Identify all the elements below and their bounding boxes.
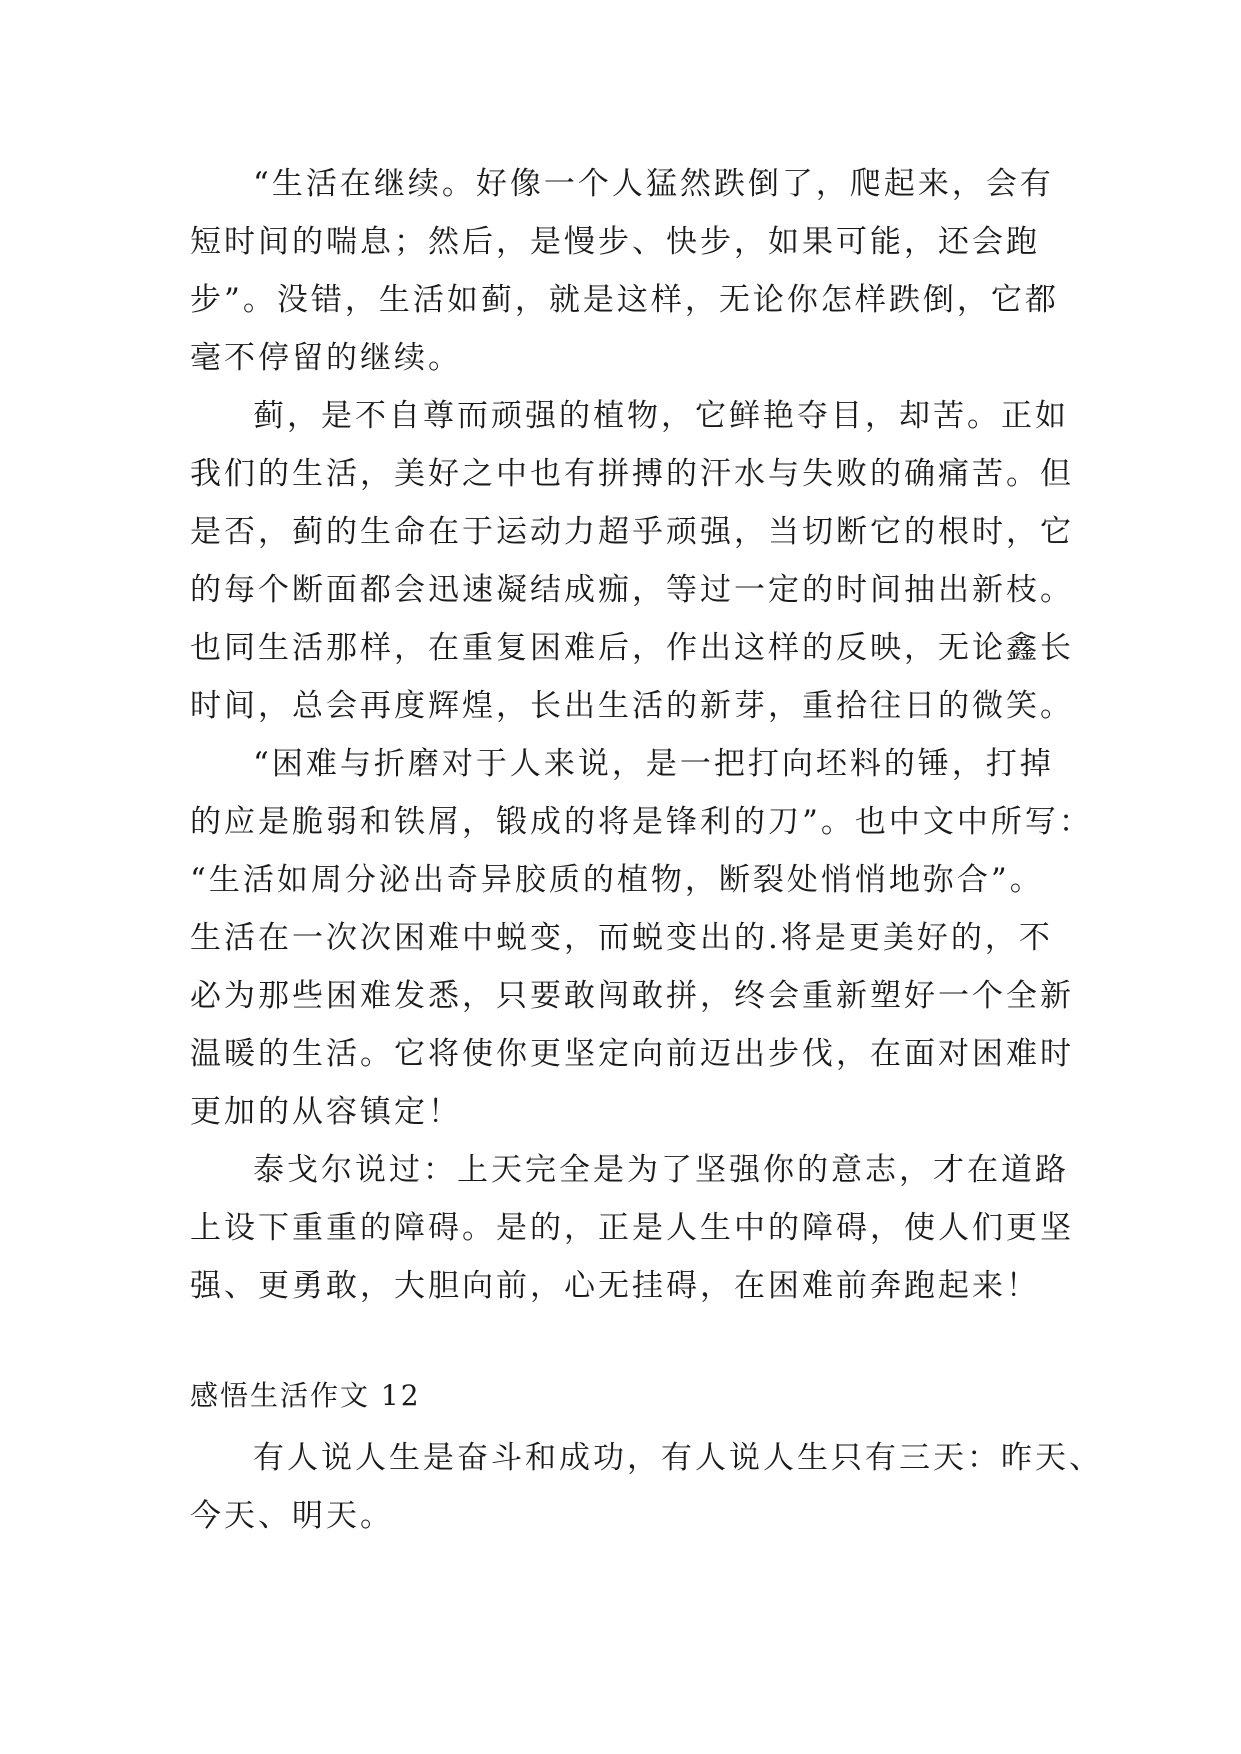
paragraph-line: 我们的生活，美好之中也有拼搏的汗水与失败的确痛苦。但 <box>190 456 1074 492</box>
paragraph-line: 是否，蓟的生命在于运动力超乎顽强，当切断它的根时，它 <box>190 514 1074 550</box>
section-heading: 感悟生活作文 12 <box>190 1379 421 1412</box>
paragraph-line: 的应是脆弱和铁屑，锻成的将是锋利的刀”。也中文中所写： <box>190 804 1093 840</box>
paragraph-line: “生活如周分泌出奇异胶质的植物，断裂处悄悄地弥合”。 <box>190 862 1044 898</box>
paragraph-line: “困难与折磨对于人来说，是一把打向坯料的锤，打掉 <box>253 746 1054 782</box>
paragraph-line: 的每个断面都会迅速凝结成痂，等过一定的时间抽出新枝。 <box>190 572 1074 608</box>
paragraph-line: 上设下重重的障碍。是的，正是人生中的障碍，使人们更坚 <box>190 1210 1074 1246</box>
paragraph-line: 必为那些困难发悉，只要敢闯敢拼，终会重新塑好一个全新 <box>190 978 1074 1014</box>
paragraph-line: 强、更勇敢，大胆向前，心无挂碍，在困难前奔跑起来！ <box>190 1268 1040 1304</box>
paragraph-line: 温暖的生活。它将使你更坚定向前迈出步伐，在面对困难时 <box>190 1036 1074 1072</box>
paragraph-line: 生活在一次次困难中蜕变，而蜕变出的.将是更美好的，不 <box>190 920 1053 956</box>
paragraph-line: 短时间的喘息；然后，是慢步、快步，如果可能，还会跑 <box>190 224 1040 260</box>
paragraph-line: 蓟，是不自尊而顽强的植物，它鲜艳夺目，却苦。正如 <box>253 398 1069 434</box>
paragraph-line: 也同生活那样，在重复困难后，作出这样的反映，无论鑫长 <box>190 630 1074 666</box>
paragraph-line: 步”。没错，生活如蓟，就是这样，无论你怎样跌倒，它都 <box>190 282 1059 318</box>
paragraph-line: 泰戈尔说过：上天完全是为了坚强你的意志，才在道路 <box>253 1152 1069 1188</box>
paragraph-line: 毫不停留的继续。 <box>190 340 462 376</box>
paragraph-line: 时间，总会再度辉煌，长出生活的新芽，重拾往日的微笑。 <box>190 688 1074 724</box>
paragraph-line: “生活在继续。好像一个人猛然跌倒了，爬起来，会有 <box>253 166 1054 202</box>
paragraph-line: 今天、明天。 <box>190 1498 394 1534</box>
paragraph-line: 有人说人生是奋斗和成功，有人说人生只有三天：昨天、 <box>253 1440 1103 1476</box>
paragraph-line: 更加的从容镇定！ <box>190 1094 462 1130</box>
